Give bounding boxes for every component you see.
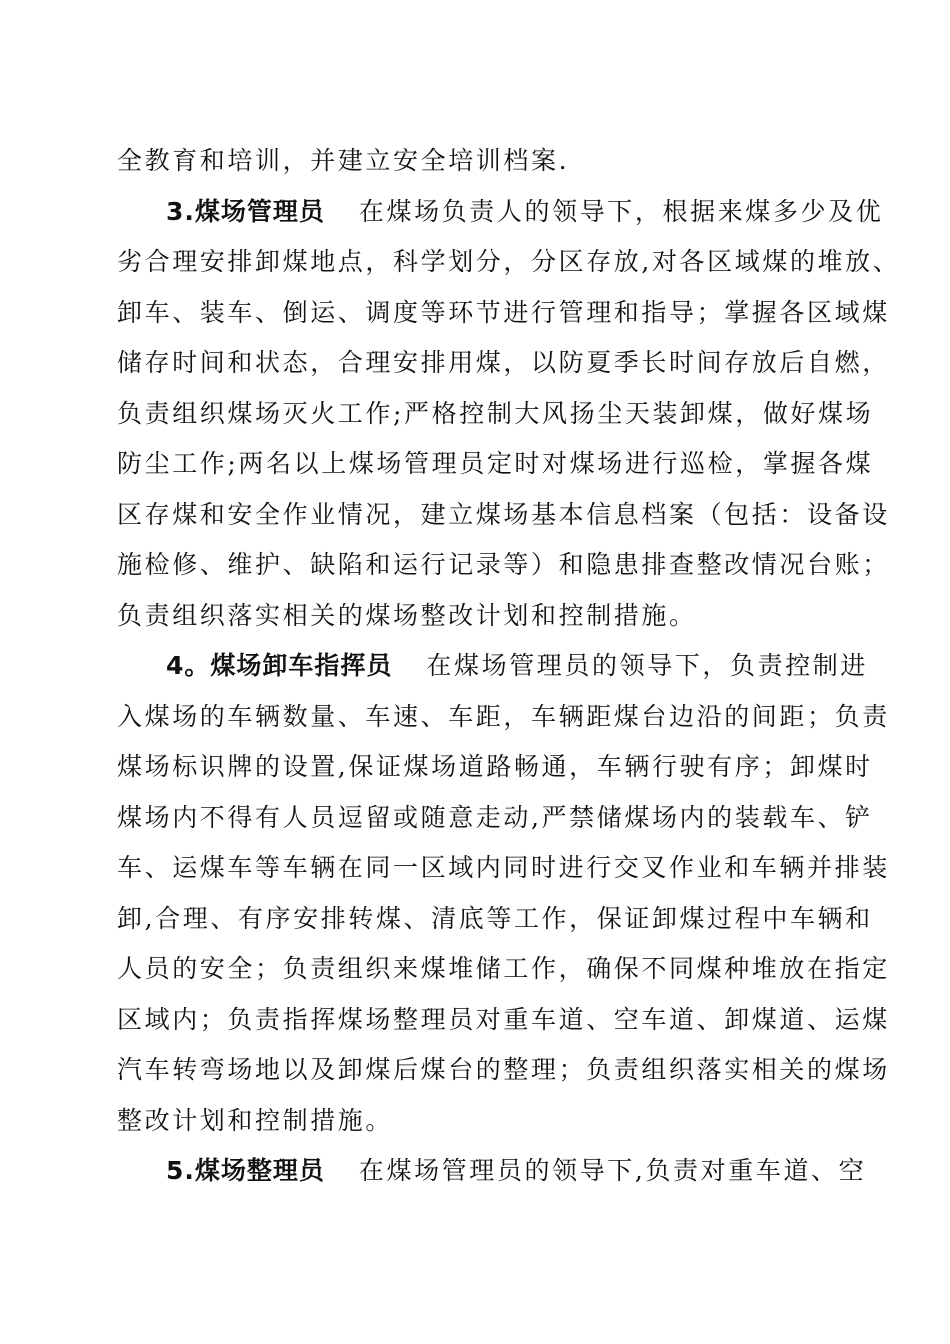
text-line: 卸车、装车、倒运、调度等环节进行管理和指导；掌握各区域煤 [117,297,890,327]
text-line: 煤场标识牌的设置,保证煤场道路畅通，车辆行驶有序；卸煤时 [117,752,873,781]
text-line [117,1146,867,1197]
paragraph-unloading-commander [117,641,890,1146]
paragraph-continued [117,136,845,187]
text-line: 入煤场的车辆数量、车速、车距，车辆距煤台边沿的间距；负责 [117,701,890,731]
section-heading: 4。煤场卸车指挥员 [166,651,393,680]
text-line-content: 在煤场管理员的领导下,负责对重车道、空 [358,1156,867,1185]
text-line: 劣合理安排卸煤地点，科学划分，分区存放,对各区域煤的堆放、 [117,247,901,276]
text-line: 整改计划和控制措施。 [117,1105,394,1135]
body-text [117,136,901,1197]
paragraph-coal-yard-manager [117,187,901,642]
text-line-content: 在煤场管理员的领导下，负责控制进 [426,651,869,680]
text-line: 储存时间和状态，合理安排用煤，以防夏季长时间存放后自燃， [117,348,890,377]
text-line: 煤场内不得有人员逗留或随意走动,严禁储煤场内的装载车、铲 [117,802,873,832]
paragraph-coal-yard-organizer [117,1146,867,1197]
text-line: 区存煤和安全作业情况，建立煤场基本信息档案（包括：设备设 [117,499,890,529]
text-line [117,641,869,692]
text-line: 防尘工作;两名以上煤场管理员定时对煤场进行巡检，掌握各煤 [117,449,874,478]
text-line: 全教育和培训，并建立安全培训档案. [117,146,570,175]
text-line: 负责组织煤场灭火工作;严格控制大风扬尘天装卸煤，做好煤场 [117,398,874,428]
text-line [117,187,884,238]
text-line: 汽车转弯场地以及卸煤后煤台的整理；负责组织落实相关的煤场 [117,1055,890,1084]
text-line: 负责组织落实相关的煤场整改计划和控制措施。 [117,600,697,630]
section-heading: 5.煤场整理员 [166,1156,325,1185]
text-line: 施检修、维护、缺陷和运行记录等）和隐患排查整改情况台账； [117,550,890,579]
text-line: 区域内；负责指挥煤场整理员对重车道、空车道、卸煤道、运煤 [117,1004,890,1034]
text-line-content: 在煤场负责人的领导下，根据来煤多少及优 [358,196,884,226]
text-line: 卸,合理、有序安排转煤、清底等工作，保证卸煤过程中车辆和 [117,903,873,933]
section-heading: 3.煤场管理员 [166,196,325,226]
text-line: 人员的安全；负责组织来煤堆储工作，确保不同煤种堆放在指定 [117,954,890,983]
text-line: 车、运煤车等车辆在同一区域内同时进行交叉作业和车辆并排装 [117,853,890,882]
